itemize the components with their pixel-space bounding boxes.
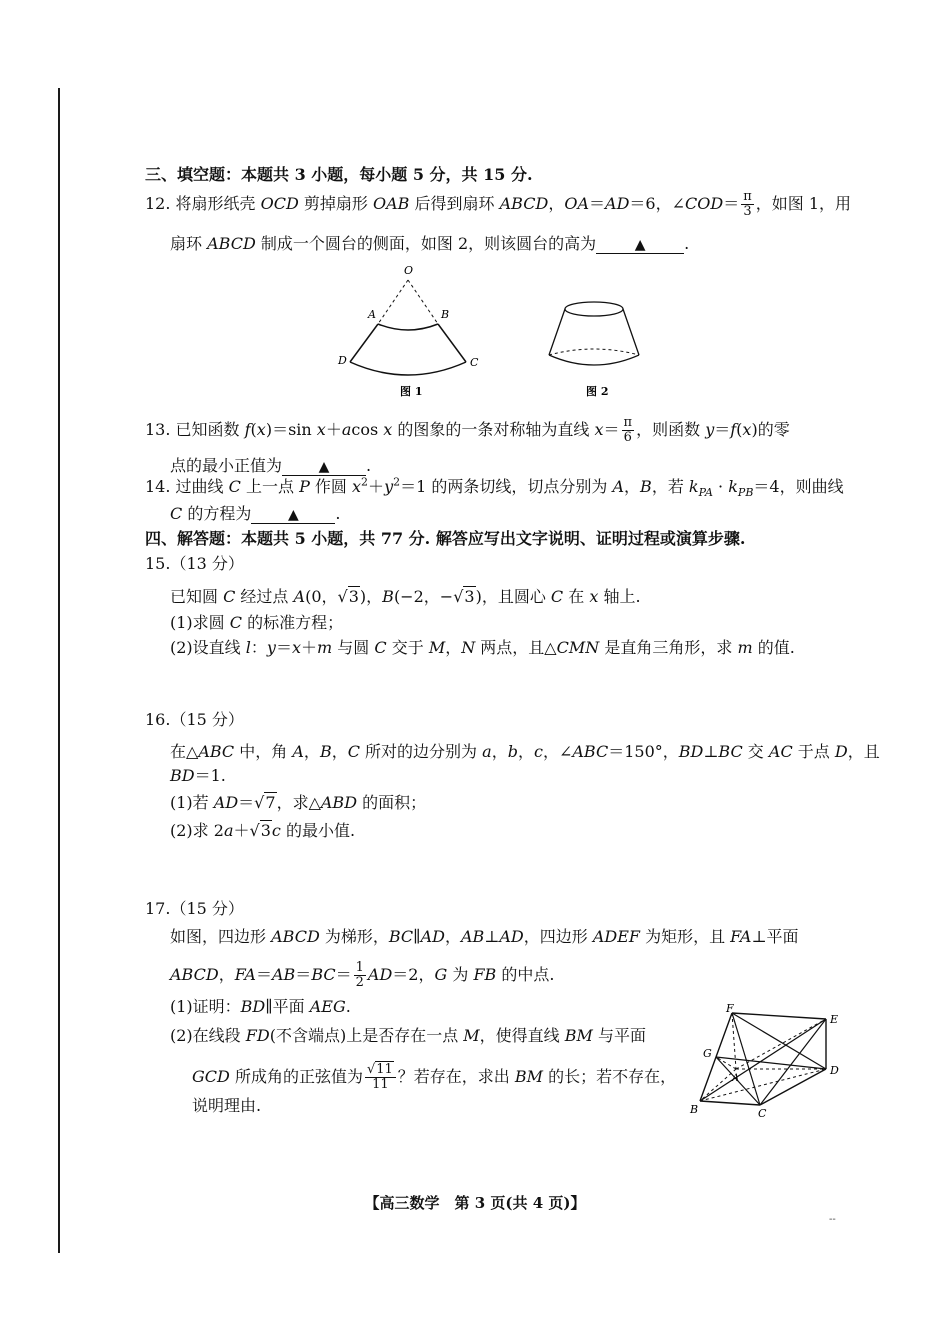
q14-line1: 14. 过曲线 C 上一点 P 作圆 $x^2+y^2=1$ 的两条切线，切点分别为 A，B，若 $k_{PA} \cdot k_{PB}=4$，则曲线 [145, 475, 844, 500]
fig2-left-side [549, 309, 565, 355]
binding-line [58, 88, 60, 1253]
q14-answer-blank[interactable] [251, 503, 335, 524]
q17-edge-fe [732, 1013, 826, 1019]
q17-part2-line2: GCD 所成角的正弦值为 $\frac{√11}{11}$ ？若存在，求出 BM 的长；若不存在， [192, 1062, 677, 1092]
q17-part2-line1: (2)在线段 FD(不含端点)上是否存在一点 M，使得直线 BM 与平面 [170, 1026, 646, 1045]
triangle-icon: ▲ [634, 237, 646, 253]
q17-label-e: E [830, 1013, 839, 1026]
q16-stem-line2: BD＝1. [170, 766, 226, 785]
q13-fraction: $\frac{\pi}{6}$ [623, 415, 633, 445]
q17-label-g: G [703, 1047, 712, 1060]
q16-part2: (2)求 2a＋√3c 的最小值. [170, 821, 356, 840]
q13-line1: 13. 已知函数 f(x)＝sin x＋acos x 的图象的一条对称轴为直线 x＝ $\frac{\pi}{6}$ ，则函数 y＝f(x)的零 [145, 415, 790, 445]
q17-label-c: C [758, 1107, 767, 1120]
fig1-edge-ad [350, 324, 378, 362]
figure1-sector-ring [330, 262, 490, 398]
q17-label-a: A [732, 1073, 740, 1084]
q17-edge-cd [760, 1069, 826, 1105]
fig1-label-a: A [368, 308, 376, 321]
q17-label-f: F [726, 1003, 734, 1015]
fig1-caption: 图 1 [400, 385, 423, 398]
q12-answer-blank[interactable] [596, 233, 684, 254]
fig1-label-d: D [338, 354, 347, 367]
q17-fraction-half: $\frac{1}{2}$ [355, 960, 364, 990]
q12-line2: 扇环 ABCD 制成一个圆台的侧面，如图 2，则该圆台的高为 ▲ . [170, 234, 690, 253]
q17-label-b: B [690, 1103, 699, 1116]
q12-line1: 12. 将扇形纸壳 OCD 剪掉扇形 OAB 后得到扇环 ABCD，OA＝AD＝6，∠COD＝ $\frac{\pi}{3}$ ，如图 1，用 [145, 189, 852, 219]
fig1-inner-arc [378, 324, 438, 330]
fig1-label-b: B [441, 308, 450, 321]
q14-line2: C 的方程为 ▲ . [170, 504, 341, 523]
q17-edge-bc [700, 1101, 760, 1105]
section4-heading: 四、解答题：本题共 5 小题，共 77 分. 解答应写出文字说明、证明过程或演算步骤. [145, 529, 746, 548]
q16-part1: (1)若 AD＝√7，求△ABD 的面积； [170, 793, 427, 812]
q13-answer-blank[interactable] [282, 455, 366, 476]
q15-stem: 已知圆 C 经过点 A(0，√3)，B(−2，−√3)，且圆心 C 在 x 轴上. [170, 587, 641, 606]
fig1-edge-bc [438, 324, 466, 362]
triangle-icon: ▲ [318, 459, 330, 475]
q17-edge-ec [760, 1019, 826, 1105]
corner-mark: -- [829, 1214, 836, 1225]
q15-part1: (1)求圆 C 的标准方程； [170, 613, 344, 632]
fig2-bottom-front-arc [549, 355, 639, 365]
q17-label-d: D [830, 1064, 839, 1077]
q16-stem-line1: 在△ABC 中，角 A，B，C 所对的边分别为 a，b，c，∠ABC＝150°，BD⊥BC 交 AC 于点 D，且 [170, 742, 880, 761]
figure-q17-solid [684, 1003, 844, 1121]
fig2-right-side [623, 309, 639, 355]
figure2-frustum [540, 295, 650, 399]
fig2-top-ellipse [565, 302, 623, 316]
q17-header: 17.（15 分） [145, 899, 244, 918]
fig1-dashed-ob [408, 280, 438, 324]
fig1-dashed-oa [378, 280, 408, 324]
fig1-outer-arc [350, 362, 466, 375]
page-footer: 【高三数学 第 3 页(共 4 页)】 [364, 1194, 586, 1212]
q17-part1: (1)证明：BD∥平面 AEG. [170, 997, 351, 1016]
fig1-label-o: O [404, 264, 414, 277]
q17-dashed-bd [700, 1069, 826, 1101]
q17-stem-line2: ABCD，FA＝AB＝BC＝ $\frac{1}{2}$ AD＝2，G 为 FB 的中点. [170, 960, 555, 990]
fig2-caption: 图 2 [586, 385, 609, 398]
q17-fraction-sqrt11: $\frac{√11}{11}$ [365, 1063, 396, 1092]
fig2-bottom-back-arc [549, 349, 639, 355]
triangle-icon: ▲ [287, 507, 299, 523]
q13-line2: 点的最小正值为 ▲ . [170, 456, 372, 475]
q12-fraction: $\frac{\pi}{3}$ [743, 189, 752, 219]
q17-stem-line1: 如图，四边形 ABCD 为梯形，BC∥AD，AB⊥AD，四边形 ADEF 为矩形，且 FA⊥平面 [170, 927, 799, 946]
q15-header: 15.（13 分） [145, 554, 244, 573]
q17-part2-line3: 说明理由. [192, 1096, 262, 1115]
q16-header: 16.（15 分） [145, 710, 244, 729]
fig1-label-c: C [470, 356, 479, 369]
q15-part2: (2)设直线 l：y＝x＋m 与圆 C 交于 M，N 两点，且△CMN 是直角三角形，求 m 的值. [170, 638, 795, 657]
section3-heading: 三、填空题：本题共 3 小题，每小题 5 分，共 15 分. [145, 165, 533, 184]
